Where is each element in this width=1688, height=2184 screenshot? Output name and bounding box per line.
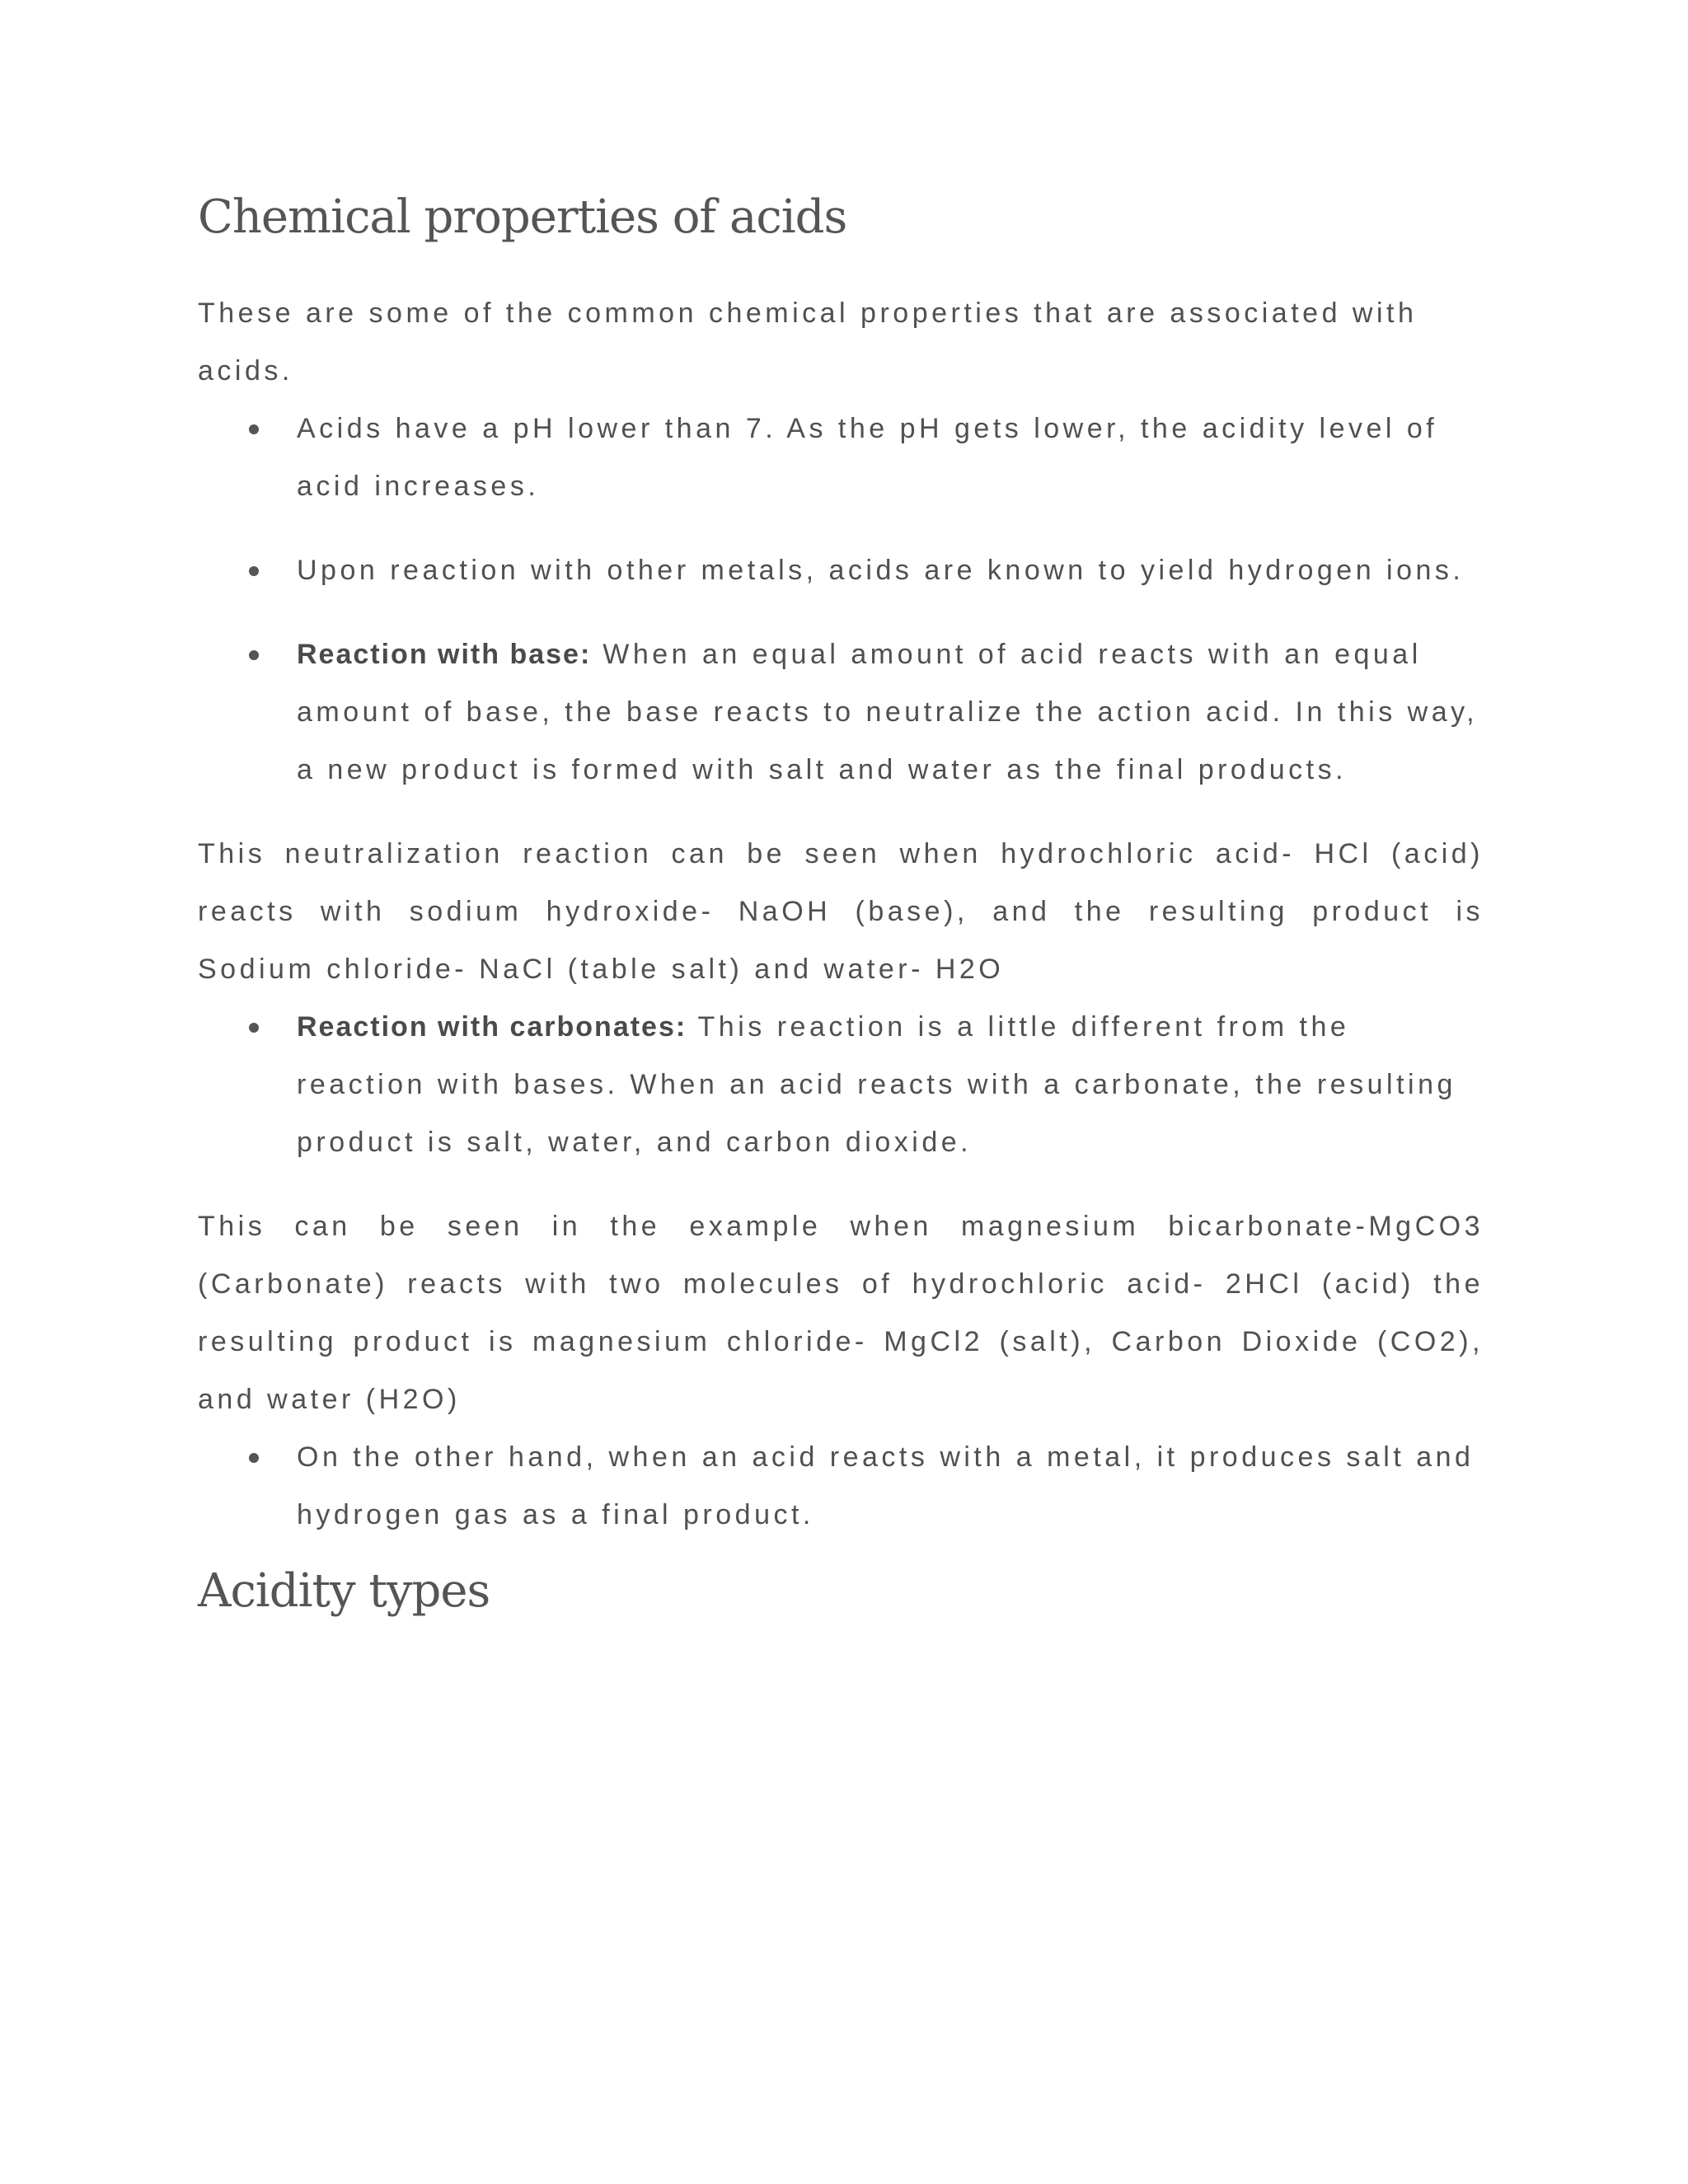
list-item-text: When an equal amount of acid reacts with an equal amount of base, the base reacts to neutralize the action acid. In this way, a new product is formed with salt and water as the final products. bbox=[297, 639, 1479, 786]
list-item-text: On the other hand, when an acid reacts with a metal, it produces salt and hydrogen gas as a final product. bbox=[297, 1441, 1475, 1531]
list-item-text: Acids have a pH lower than 7. As the pH gets lower, the acidity level of acid increases. bbox=[297, 413, 1438, 503]
list-item-text: Upon reaction with other metals, acids are known to yield hydrogen ions. bbox=[297, 555, 1465, 587]
bullet-icon bbox=[249, 650, 259, 660]
bullet-icon bbox=[249, 424, 259, 434]
bullet-icon bbox=[249, 566, 259, 576]
carbonate-paragraph: This can be seen in the example when magnesium bicarbonate-MgCO3 (Carbonate) reacts with two molecules of hydrochloric acid- 2HCl (acid) the resulting product is magnesium chloride- MgCl2 (salt), Carbon Dioxide (CO2), and water (H2O) bbox=[198, 1211, 1484, 1416]
list-item bbox=[198, 1428, 1484, 1544]
list-item bbox=[198, 998, 1484, 1171]
bullet-icon bbox=[249, 1023, 259, 1033]
list-item bbox=[198, 541, 1484, 599]
intro-paragraph: These are some of the common chemical properties that are associated with acids. bbox=[198, 298, 1418, 387]
bullet-icon bbox=[249, 1453, 259, 1463]
carbonates-list bbox=[198, 998, 1484, 1171]
list-item-text: This reaction is a little different from the reaction with bases. When an acid reacts with a carbonate, the resulting product is salt, water, and carbon dioxide. bbox=[297, 1011, 1456, 1159]
list-item bbox=[198, 400, 1484, 515]
properties-list bbox=[198, 400, 1484, 799]
section-heading: Chemical properties of acids bbox=[198, 190, 847, 244]
neutralization-paragraph: This neutralization reaction can be seen when hydrochloric acid- HCl (acid) reacts with sodium hydroxide- NaOH (base), and the resulting product is Sodium chloride- NaCl (table salt) and water- H2O bbox=[198, 838, 1484, 986]
section-heading: Acidity types bbox=[198, 1564, 490, 1619]
list-item bbox=[198, 626, 1484, 799]
document-page bbox=[198, 190, 1484, 1619]
list-item-bold-label: Reaction with carbonates: bbox=[297, 1011, 687, 1043]
metal-list bbox=[198, 1428, 1484, 1544]
list-item-bold-label: Reaction with base: bbox=[297, 639, 592, 671]
